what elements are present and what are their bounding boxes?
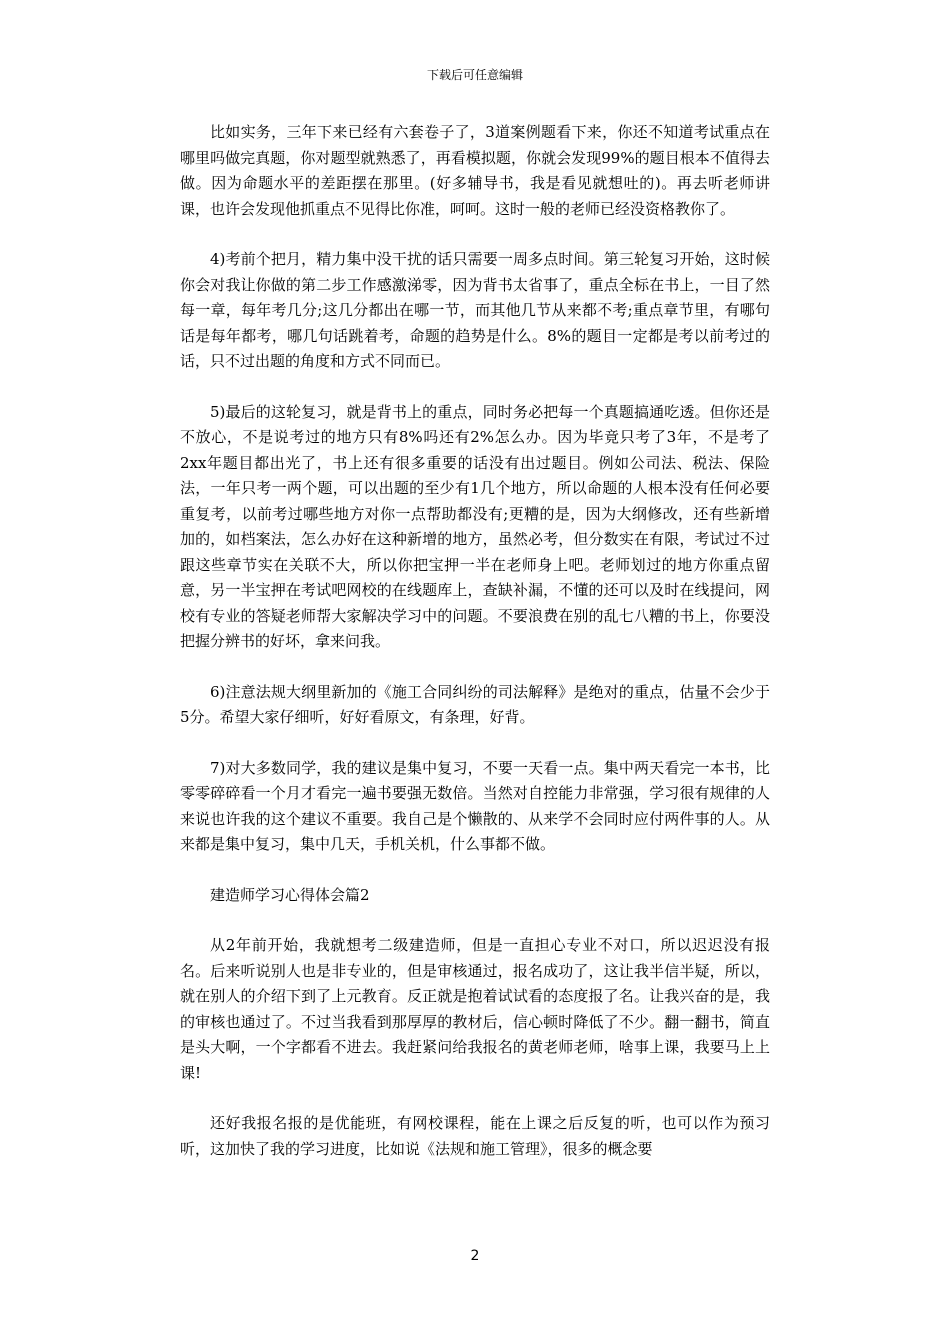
paragraph: 从2年前开始，我就想考二级建造师，但是一直担心专业不对口，所以迟迟没有报名。后来听说别人也是非专业的，但是审核通过，报名成功了，这让我半信半疑，所以，就在别人的介绍下到了上元教育。反正就是抱着试试看的态度报了名。让我兴奋的是，我的审核也通过了。不过当我看到那厚厚的教材后，信心顿时降低了不少。翻一翻书，简直是头大啊，一个字都看不进去。我赶紧问给我报名的黄老师老师，啥事上课，我要马上上课! <box>180 936 770 1082</box>
paragraph: 4)考前个把月，精力集中没干扰的话只需要一周多点时间。第三轮复习开始，这时候你会对我让你做的第二步工作感激涕零，因为背书太省事了，重点全标在书上，一目了然每一章，每年考几分;这几分都出在哪一节，而其他几节从来都不考;重点章节里，有哪句话是每年都考，哪几句话跳着考，命题的趋势是什么。8%的题目一定都是考以前考过的话，只不过出题的角度和方式不同而已。 <box>180 250 770 370</box>
paragraph: 比如实务，三年下来已经有六套卷子了，3道案例题看下来，你还不知道考试重点在哪里吗做完真题，你对题型就熟悉了，再看模拟题，你就会发现99%的题目根本不值得去做。因为命题水平的差距摆在那里。(好多辅导书，我是看见就想吐的)。再去听老师讲课，也许会发现他抓重点不见得比你准，呵呵。这时一般的老师已经没资格教你了。 <box>180 123 770 218</box>
paragraph: 6)注意法规大纲里新加的《施工合同纠纷的司法解释》是绝对的重点，估量不会少于5分。希望大家仔细听，好好看原文，有条理，好背。 <box>180 682 770 726</box>
paragraph: 还好我报名报的是优能班，有网校课程，能在上课之后反复的听，也可以作为预习听，这加快了我的学习进度，比如说《法规和施工管理》，很多的概念要 <box>180 1114 770 1158</box>
page-header: 下载后可任意编辑 <box>426 68 523 82</box>
document-body <box>180 120 770 1187</box>
section-heading: 建造师学习心得体会篇2 <box>210 885 370 904</box>
paragraph: 7)对大多数同学，我的建议是集中复习，不要一天看一点。集中两天看完一本书，比零零碎碎看一个月才看完一遍书要强无数倍。当然对自控能力非常强，学习很有规律的人来说也许我的这个建议不重要。我自己是个懒散的、从来学不会同时应付两件事的人。从来都是集中复习，集中几天，手机关机，什么事都不做。 <box>180 758 770 853</box>
paragraph: 5)最后的这轮复习，就是背书上的重点，同时务必把每一个真题搞通吃透。但你还是不放心，不是说考过的地方只有8%吗还有2%怎么办。因为毕竟只考了3年，不是考了2xx年题目都出光了，书上还有很多重要的话没有出过题目。例如公司法、税法、保险法，一年只考一两个题，可以出题的至少有1几个地方，所以命题的人根本没有任何必要重复考，以前考过哪些地方对你一点帮助都没有;更糟的是，因为大纲修改，还有些新增加的，如档案法，怎么办好在这种新增的地方，虽然必考，但分数实在有限，考试过不过跟这些章节实在关联不大，所以你把宝押一半在老师身上吧。老师划过的地方你重点留意，另一半宝押在考试吧网校的在线题库上，查缺补漏，不懂的还可以及时在线提问，网校有专业的答疑老师帮大家解决学习中的问题。不要浪费在别的乱七八糟的书上，你要没把握分辨书的好坏，拿来问我。 <box>180 402 770 650</box>
page-number: 2 <box>470 1248 480 1264</box>
